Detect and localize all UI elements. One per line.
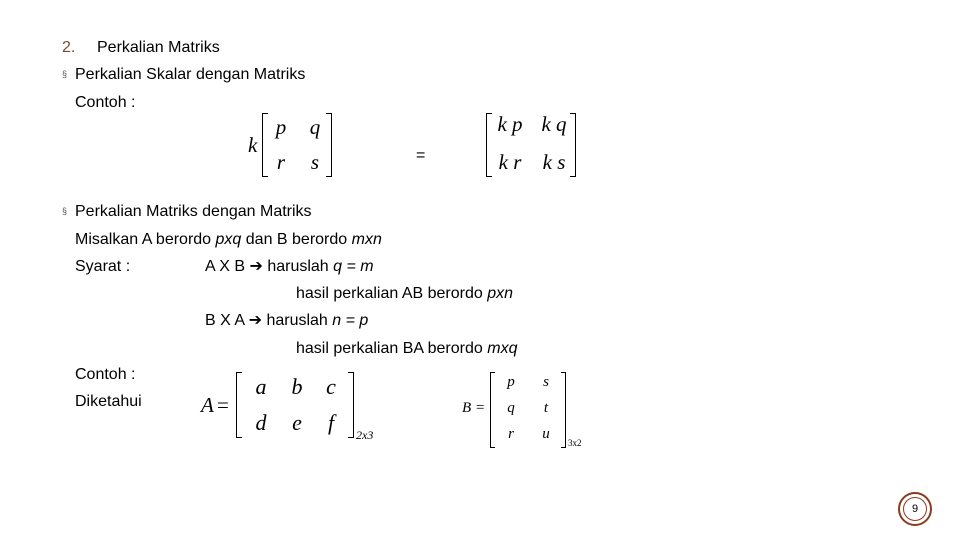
page-number-badge	[898, 492, 932, 526]
matrix-cell: r	[276, 150, 286, 174]
matrix-b-cell: r	[508, 426, 514, 442]
matrix-a-cell: b	[291, 374, 303, 399]
ab-result	[296, 284, 513, 304]
given-label: Diketahui	[75, 393, 142, 410]
ba-result-math: mxq	[487, 340, 518, 357]
matrix-b-order: 3x2	[568, 438, 582, 448]
misalkan-mid: dan B berordo	[241, 231, 352, 248]
arrow-right-icon: ➔	[249, 258, 263, 275]
matrix-a-equals: =	[217, 393, 229, 417]
ba-cond-math: n = p	[332, 312, 369, 329]
right-bracket	[570, 113, 576, 177]
matrix-example-label: Contoh :	[75, 366, 136, 383]
ab-cond-text: haruslah	[262, 258, 334, 275]
matrix-b-cell: q	[507, 400, 515, 416]
matrix-a-cell: c	[326, 374, 336, 399]
order-mxn: mxn	[351, 231, 382, 248]
matrix-a-cell: f	[327, 410, 335, 435]
arrow-right-icon: ➔	[248, 312, 262, 329]
matrix-b-cell: u	[542, 426, 550, 442]
result-cell: k p	[497, 112, 523, 136]
ab-result-text: hasil perkalian AB berordo	[296, 285, 488, 302]
matrix-b-cell: p	[507, 374, 515, 390]
matrix-a-name: A	[201, 393, 214, 417]
ba-result-text: hasil perkalian BA berordo	[296, 340, 488, 357]
syarat-label: Syarat :	[75, 258, 131, 275]
matrix-a-cell: e	[292, 410, 302, 435]
right-bracket	[326, 113, 332, 177]
page-number: 9	[903, 497, 927, 521]
bullet-scalar-title: Perkalian Skalar dengan Matriks	[75, 66, 306, 83]
result-cell: k q	[541, 112, 567, 136]
bullet-marker-icon: §	[62, 69, 68, 79]
matrix-b-equals: =	[476, 400, 485, 416]
right-bracket	[561, 372, 566, 448]
misalkan-prefix: Misalkan A berordo	[75, 231, 216, 248]
ab-prefix: A X B	[205, 258, 250, 275]
section-title: Perkalian Matriks	[97, 39, 220, 56]
bullet-matrix-title: Perkalian Matriks dengan Matriks	[75, 203, 312, 220]
equals-sign: =	[416, 147, 426, 164]
order-pxq: pxq	[215, 231, 242, 248]
matrix-cell: q	[309, 115, 321, 139]
ba-prefix: B X A	[205, 312, 249, 329]
ab-cond-math: q = m	[333, 258, 374, 275]
section-number: 2.	[62, 39, 76, 56]
result-cell: k r	[498, 150, 522, 174]
matrix-cell: p	[275, 115, 287, 139]
matrix-b-cell: s	[543, 374, 549, 390]
ba-cond-text: haruslah	[262, 312, 333, 329]
matrix-cell: s	[310, 150, 320, 174]
matrix-a-cell: d	[255, 410, 267, 435]
result-cell: k s	[542, 150, 566, 174]
ab-condition	[205, 257, 374, 277]
matrix-b-cell: t	[543, 400, 549, 416]
left-bracket	[236, 372, 242, 438]
ba-result	[296, 339, 517, 359]
scalar-k: k	[248, 133, 258, 157]
matrix-a-cell: a	[255, 374, 267, 399]
matrix-a-order: 2x3	[356, 428, 374, 442]
left-bracket	[490, 372, 495, 448]
right-bracket	[348, 372, 354, 438]
ba-condition	[205, 311, 368, 331]
misalkan-line	[75, 230, 382, 250]
ab-result-math: pxn	[487, 285, 514, 302]
bullet-marker-icon: §	[62, 206, 68, 216]
matrix-b-name: B	[462, 400, 472, 416]
scalar-example-label: Contoh :	[75, 94, 136, 111]
